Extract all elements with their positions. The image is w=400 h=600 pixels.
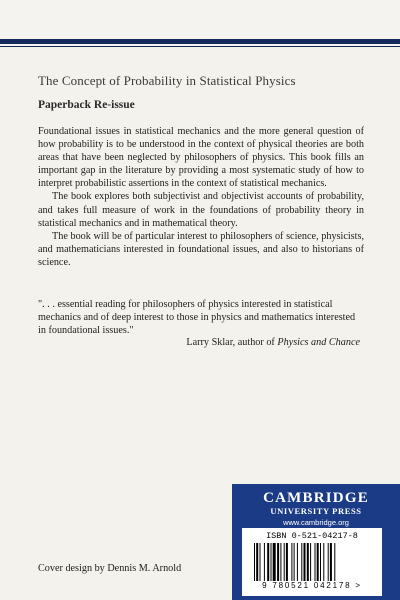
quote-attribution [186, 337, 360, 348]
blurb-paragraph-1: Foundational issues in statistical mechanics and the more general question of how probability is to be understood in the context of physical theories are both areas that have been neglected by philosophers of physics. This book fills an important gap in the literature by providing a most systematic study of how to interpret probabilistic assertions in the context of statistical mechanics. [38, 126, 364, 190]
barcode-number: 9 780521 042178 > [262, 581, 362, 590]
publisher-name: CAMBRIDGE [263, 490, 369, 506]
blurb-paragraph-2: The book explores both subjectivist and objectivist accounts of probability, and takes full measure of work in the foundations of probability theory in statistical mechanics and in mathematical theory. [38, 191, 364, 229]
cover-design-credit: Cover design by Dennis M. Arnold [38, 563, 182, 574]
edition-label: Paperback Re-issue [38, 99, 135, 111]
blurb [38, 125, 364, 269]
top-rule-thick [0, 39, 400, 44]
review-quote-text: ". . . essential reading for philosophers of physics interested in statistical mechanics and of deep interest to those in physics and mathematics interested in foundational issues." [38, 299, 356, 337]
top-rule-thin [0, 46, 400, 47]
blurb-paragraph-3: The book will be of particular interest to philosophers of science, physicists, and mathematicians interested in foundational issues, and also to historians of science. [38, 230, 364, 268]
attribution-work: Physics and Chance [277, 337, 360, 348]
book-title: The Concept of Probability in Statistical Physics [38, 73, 296, 88]
isbn-text: ISBN 0-521-04217-8 [266, 531, 358, 541]
barcode-panel [242, 528, 382, 596]
publisher-url: www.cambridge.org [283, 518, 349, 527]
attribution-author: Larry Sklar, author of [186, 337, 275, 348]
review-quote [38, 298, 364, 337]
barcode-icon [252, 543, 372, 581]
publisher-press: UNIVERSITY PRESS [270, 506, 362, 516]
